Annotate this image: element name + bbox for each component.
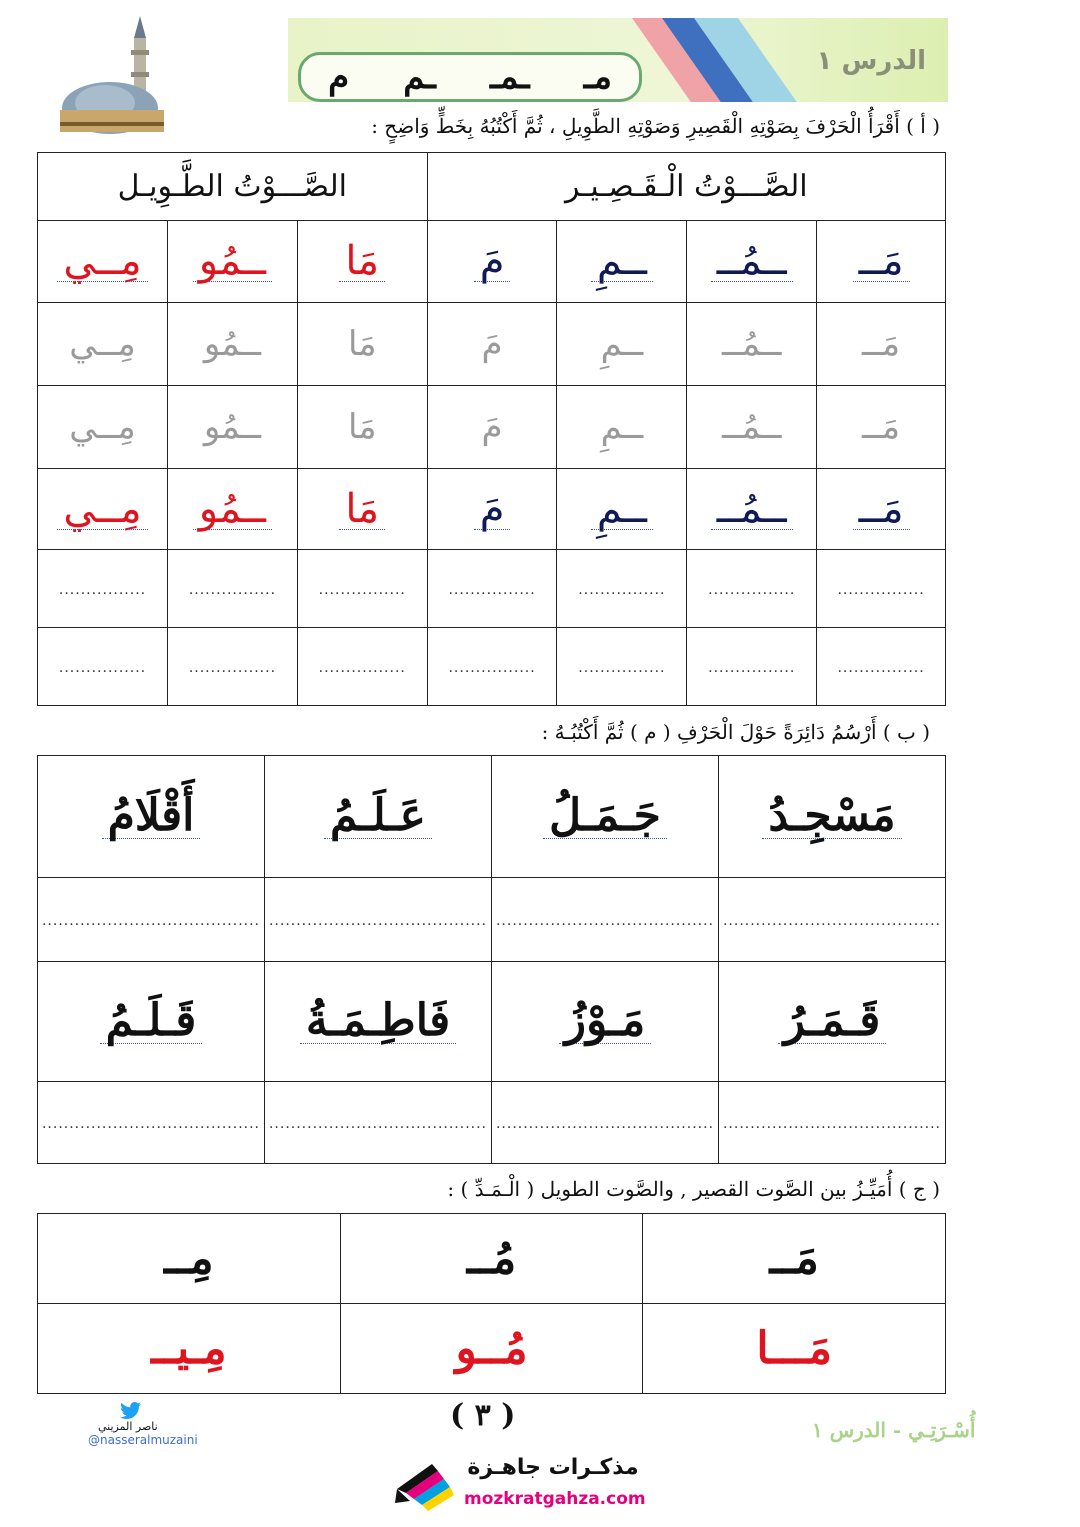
trace-form: مِــي xyxy=(69,407,136,447)
trace-form: ــمِ xyxy=(600,324,644,364)
write-cell[interactable]: ........................................ xyxy=(492,878,719,962)
write-cell[interactable]: ................ xyxy=(38,550,168,628)
trace-form: ــمُو xyxy=(203,324,261,364)
word-with-m: فَاطِـمَـةُ xyxy=(300,999,456,1044)
write-cell[interactable]: ................ xyxy=(427,628,557,706)
write-cell[interactable]: ................ xyxy=(168,550,298,628)
write-cell[interactable]: ................ xyxy=(168,628,298,706)
write-cell[interactable]: ........................................ xyxy=(38,1082,265,1164)
short-form: مَــ xyxy=(853,489,910,530)
section-c-table xyxy=(37,1213,946,1394)
twitter-handle[interactable]: @nasseralmuzaini xyxy=(88,1433,198,1447)
letter-forms-box xyxy=(298,52,642,102)
write-cell[interactable]: ................ xyxy=(297,550,427,628)
long-form: مِــي xyxy=(57,489,147,530)
letter-initial: مـ xyxy=(583,57,612,97)
write-cell[interactable]: ................ xyxy=(38,628,168,706)
write-cell[interactable]: ........................................ xyxy=(719,1082,946,1164)
long-form: ــمُو xyxy=(193,241,272,282)
trace-form: مَــ xyxy=(862,407,901,447)
long-form: مَا xyxy=(339,241,385,282)
trace-form: مَــ xyxy=(862,324,901,364)
lesson-title: الدرس ١ xyxy=(816,46,926,76)
word-with-m: مَـوْزُ xyxy=(559,999,651,1044)
section-b-instruction: ( ب ) أَرْسُمُ دَائِرَةً حَوْلَ الْحَرْفِ ( م ) ثُمَّ أَكْتُبُـهُ : xyxy=(541,720,930,744)
long-form: مَا xyxy=(339,489,385,530)
trace-form: ــمُــ xyxy=(721,407,782,447)
word-with-m: جَـمَـلُ xyxy=(543,794,667,839)
write-cell[interactable]: ................ xyxy=(687,628,817,706)
word-with-m: قَـلَـمُ xyxy=(100,999,203,1044)
write-cell[interactable]: ................ xyxy=(557,550,687,628)
write-cell[interactable]: ................ xyxy=(557,628,687,706)
write-cell[interactable]: ................ xyxy=(817,550,946,628)
site-logo xyxy=(392,1455,652,1520)
write-cell[interactable]: ........................................ xyxy=(719,878,946,962)
long-sound-cell: مُــو xyxy=(340,1304,643,1394)
write-cell[interactable]: ........................................ xyxy=(492,1082,719,1164)
trace-form: ــمُــ xyxy=(721,324,782,364)
trace-form: مَ xyxy=(481,324,503,364)
long-form: ــمُو xyxy=(193,489,272,530)
long-sound-header: الصَّـــوْتُ الطَّـوِيـل xyxy=(38,153,428,221)
write-cell[interactable]: ........................................ xyxy=(38,878,265,962)
trace-form: مَا xyxy=(347,324,377,364)
long-sound-cell: مِـيــ xyxy=(38,1304,341,1394)
section-c-instruction: ( ج ) أُمَيِّـزُ بين الصَّوت القصير , والصَّوت الطويل ( الْـمَـدِّ ) : xyxy=(447,1177,940,1201)
trace-form: مَا xyxy=(347,407,377,447)
trace-form: مَ xyxy=(481,407,503,447)
word-with-m: عَـلَـمُ xyxy=(324,794,432,839)
trace-form: مِــي xyxy=(69,324,136,364)
short-form: ــمُــ xyxy=(711,241,793,282)
short-sound-cell: مُــ xyxy=(340,1214,643,1304)
long-form: مِــي xyxy=(57,241,147,282)
mosque-logo xyxy=(50,10,180,135)
short-sound-cell: مَــ xyxy=(643,1214,946,1304)
write-cell[interactable]: ................ xyxy=(817,628,946,706)
write-cell[interactable]: ........................................ xyxy=(265,1082,492,1164)
mosque-icon xyxy=(50,10,180,135)
series-label: أُسْـرَتِـي - الدرس ١ xyxy=(812,1418,976,1442)
long-sound-cell: مَـــا xyxy=(643,1304,946,1394)
section-a-instruction: ( أ ) أَقْرَأُ الْحَرْفَ بِصَوْتِهِ الْقَصِيرِ وَصَوْتِهِ الطَّوِيلِ ، ثُمَّ أَكْتُبُهُ بِخَطٍّ وَاضِحٍ : xyxy=(371,114,940,138)
word-with-m: أَقْلَامُ xyxy=(102,794,201,839)
short-sound-cell: مِــ xyxy=(38,1214,341,1304)
trace-form: ــمُو xyxy=(203,407,261,447)
short-sound-header: الصَّـــوْتُ الْـقَـصِـيـر xyxy=(427,153,945,221)
write-cell[interactable]: ................ xyxy=(427,550,557,628)
site-url[interactable]: mozkratgahza.com xyxy=(464,1489,646,1509)
letter-isolated: م xyxy=(328,57,350,97)
pencil-logo-icon xyxy=(392,1459,462,1519)
short-form: مَ xyxy=(474,241,511,282)
write-cell[interactable]: ........................................ xyxy=(265,878,492,962)
word-with-m: قَـمَـرُ xyxy=(778,999,887,1044)
short-form: ــمُــ xyxy=(711,489,793,530)
section-b-table xyxy=(37,755,946,1164)
short-form: مَ xyxy=(474,489,511,530)
short-form: ــمِ xyxy=(591,241,653,282)
letter-final: ـم xyxy=(403,57,436,97)
short-form: ــمِ xyxy=(591,489,653,530)
page-number: ( ٣ ) xyxy=(450,1398,516,1433)
word-with-m: مَسْجِـدُ xyxy=(762,794,901,839)
author-name: ناصر المزيني xyxy=(98,1420,158,1433)
short-form: مَــ xyxy=(853,241,910,282)
write-cell[interactable]: ................ xyxy=(297,628,427,706)
section-a-table xyxy=(37,152,946,706)
write-cell[interactable]: ................ xyxy=(687,550,817,628)
letter-medial: ـمـ xyxy=(490,57,530,97)
site-name: مذكـرات جاهـزة xyxy=(467,1455,639,1480)
trace-form: ــمِ xyxy=(600,407,644,447)
